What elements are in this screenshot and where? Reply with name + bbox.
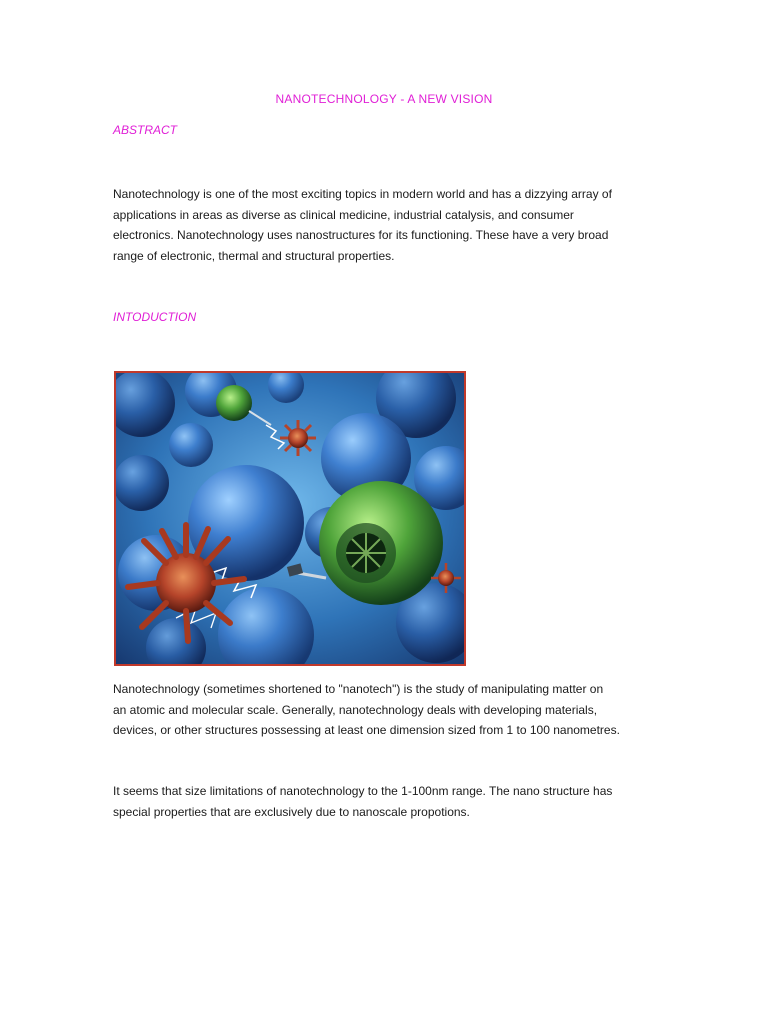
introduction-paragraph-2 [113,781,658,822]
text-line: an atomic and molecular scale. Generally, nanotechnology deals with developing materials, [113,702,598,717]
text-line: applications in areas as diverse as clinical medicine, industrial catalysis, and consumer [113,207,574,222]
abstract-paragraph [113,184,658,266]
document-title: NANOTECHNOLOGY - A NEW VISION [275,92,493,106]
nanotech-illustration [114,371,466,666]
text-line: range of electronic, thermal and structural properties. [113,248,395,263]
text-line: electronics. Nanotechnology uses nanostructures for its functioning. These have a very broad [113,228,609,242]
abstract-heading: ABSTRACT [113,123,178,137]
nanotech-illustration-graphic [116,373,464,664]
text-line: devices, or other structures possessing at least one dimension sized from 1 to 100 nanometres. [113,723,620,737]
introduction-heading: INTODUCTION [113,310,197,324]
text-line: Nanotechnology is one of the most exciting topics in modern world and has a dizzying array of [113,187,612,201]
text-line: special properties that are exclusively due to nanoscale propotions. [113,804,470,819]
text-line: Nanotechnology (sometimes shortened to "nanotech") is the study of manipulating matter on [113,682,604,696]
introduction-paragraph-1 [113,679,658,741]
text-line: It seems that size limitations of nanotechnology to the 1-100nm range. The nano structure has [113,784,613,798]
